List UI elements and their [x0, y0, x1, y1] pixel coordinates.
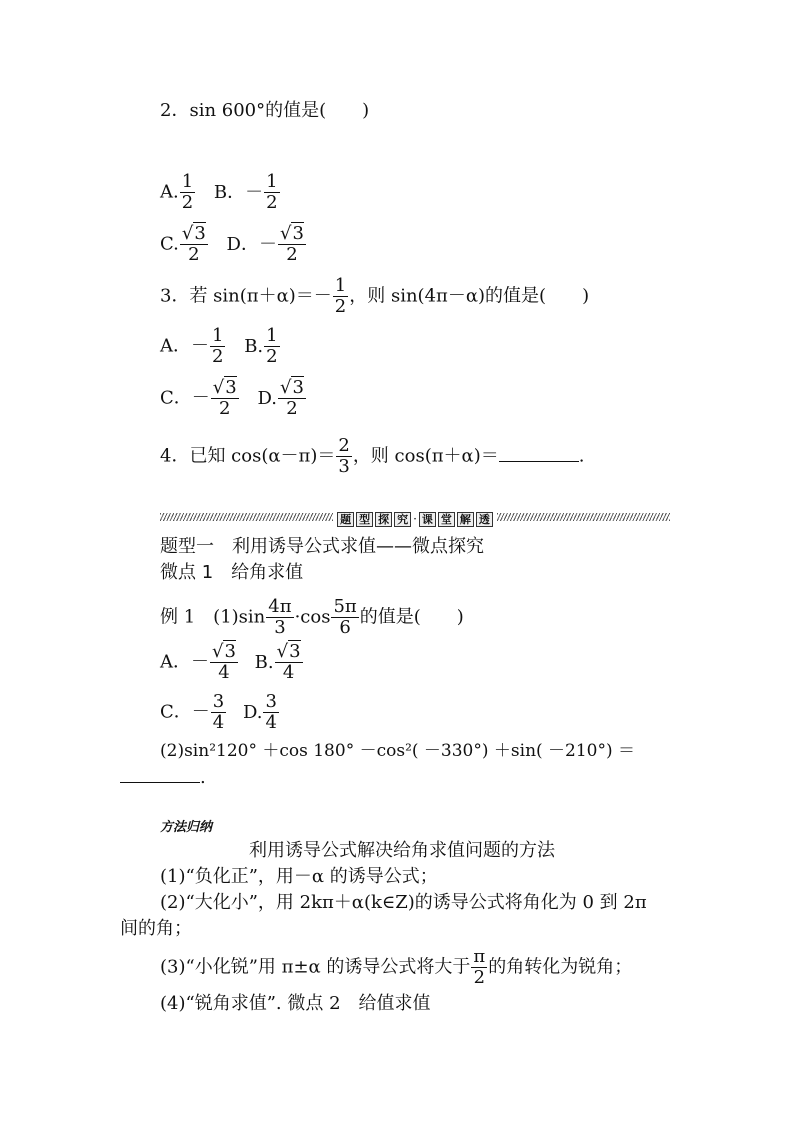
method-step-1: (1)“负化正”，用－α 的诱导公式；	[160, 866, 438, 887]
example1-options-ab	[160, 642, 304, 683]
section-subtitle: 微点 1 给角求值	[160, 562, 304, 583]
example1-part2-answer-line	[120, 766, 206, 789]
q2-option-c-fraction	[180, 224, 208, 265]
numerator: 3	[265, 691, 277, 712]
denominator: 2	[286, 398, 298, 419]
example1-part1	[160, 597, 464, 638]
denominator: 3	[338, 456, 350, 477]
q2-option-d-fraction	[278, 224, 306, 265]
q2-option-c-label: C.	[160, 233, 179, 255]
numerator: √3	[212, 641, 236, 662]
radicand: 3	[224, 641, 236, 662]
q3-stem-part1: 3．若 sin(π＋α)＝－	[160, 285, 332, 307]
banner-char: 透	[476, 512, 493, 527]
numerator: 1	[181, 171, 194, 192]
answer-blank	[120, 766, 200, 783]
banner-char: 堂	[438, 512, 455, 527]
numerator: √3	[279, 377, 304, 398]
q2-options-ab	[160, 172, 281, 213]
example1-option-d-fraction	[263, 692, 278, 733]
denominator: 4	[218, 662, 230, 683]
banner-char: 究	[394, 512, 411, 527]
q3-option-a-label: A．－	[160, 335, 209, 357]
radicand: 3	[292, 377, 304, 398]
numerator: √3	[276, 641, 301, 662]
radicand: 3	[292, 223, 304, 244]
q4-stem-fraction	[336, 436, 351, 477]
q4-stem-end: .	[578, 445, 585, 467]
q3-option-c-fraction	[211, 378, 239, 419]
q2-option-b-label: B．－	[213, 181, 264, 203]
q3-option-d-label: D.	[257, 387, 277, 409]
q3-option-a-fraction	[210, 326, 225, 367]
denominator: 4	[282, 662, 295, 683]
numerator: 5π	[333, 596, 357, 617]
section-title: 题型一 利用诱导公式求值——微点探究	[160, 536, 484, 557]
q2-option-d-label: D．－	[226, 233, 277, 255]
denominator: 2	[266, 192, 278, 213]
denominator: 2	[181, 192, 194, 213]
numerator: 1	[334, 275, 347, 296]
q2-stem: 2．sin 600°的值是( )	[160, 100, 370, 121]
denominator: 6	[339, 617, 351, 638]
method-label: 方法归纳	[160, 820, 213, 835]
q4-stem-part1: 4．已知 cos(α－π)＝	[160, 445, 336, 467]
denominator: 2	[286, 244, 298, 265]
banner-hatch-left	[160, 513, 333, 521]
q3-stem-fraction	[333, 276, 348, 317]
example1-option-a-fraction	[210, 642, 238, 683]
q2-options-cd	[160, 224, 307, 265]
example1-option-b-label: B.	[254, 651, 274, 673]
numerator: 1	[266, 325, 278, 346]
denominator: 2	[188, 244, 200, 265]
example1-text-b: 的值是( )	[359, 606, 464, 628]
radicand: 3	[289, 641, 301, 662]
radicand: 3	[225, 377, 237, 398]
numerator: 4π	[268, 596, 292, 617]
method-step-3-part2: 的角转化为锐角；	[488, 956, 633, 978]
denominator: 2	[334, 296, 347, 317]
numerator: 2	[338, 435, 350, 456]
example1-fraction-1	[266, 597, 293, 638]
q4-stem-part2: ，则 cos(π＋α)＝	[352, 445, 499, 467]
denominator: 2	[266, 346, 278, 367]
method-step-3-fraction	[471, 947, 487, 988]
method-step-2: (2)“大化小”，用 2kπ＋α(k∈Z)的诱导公式将角化为 0 到 2π	[160, 892, 647, 913]
example1-text-mid: ·cos	[294, 606, 331, 628]
numerator: 1	[212, 325, 224, 346]
numerator: π	[473, 946, 486, 967]
q3-options-ab	[160, 326, 281, 367]
q3-stem	[160, 276, 589, 317]
example1-option-c-label: C．－	[160, 701, 210, 723]
banner-char: 型	[356, 512, 373, 527]
example1-option-a-label: A．－	[160, 651, 209, 673]
q3-stem-part2: ，则 sin(4π－α)的值是( )	[349, 285, 590, 307]
example1-fraction-2	[331, 597, 358, 638]
method-title: 利用诱导公式解决给角求值问题的方法	[249, 840, 555, 861]
banner-char: 课	[419, 512, 436, 527]
example1-options-cd	[160, 692, 280, 733]
example1-option-c-fraction	[211, 692, 226, 733]
numerator: √3	[181, 223, 206, 244]
numerator: √3	[212, 377, 237, 398]
q4-stem	[160, 436, 584, 477]
example1-option-d-label: D.	[242, 701, 263, 723]
banner-char: 解	[457, 512, 474, 527]
method-step-3	[160, 947, 632, 988]
denominator: 4	[212, 712, 225, 733]
banner-dot: ·	[413, 511, 417, 526]
method-step-4: (4)“锐角求值”. 微点 2 给值求值	[160, 993, 431, 1014]
example1-option-b-fraction	[275, 642, 303, 683]
example1-text-a: 例 1 (1)sin	[160, 606, 266, 628]
numerator: √3	[279, 223, 304, 244]
q3-option-b-fraction	[264, 326, 279, 367]
q2-option-b-fraction	[264, 172, 279, 213]
q3-options-cd	[160, 378, 307, 419]
q3-option-d-fraction	[278, 378, 306, 419]
radicand: 3	[194, 223, 206, 244]
denominator: 2	[219, 398, 231, 419]
denominator: 3	[274, 617, 286, 638]
example1-part2: (2)sin²120° ＋cos 180° －cos²( －330°) ＋sin( －210°) ＝	[160, 741, 636, 761]
q2-option-a-fraction	[180, 172, 195, 213]
banner-hatch-right	[497, 513, 670, 521]
section-banner	[160, 509, 670, 525]
banner-label	[336, 507, 494, 528]
q2-option-a-label: A.	[160, 181, 179, 203]
answer-blank	[499, 445, 579, 462]
example1-part2-end: .	[200, 767, 206, 788]
denominator: 4	[265, 712, 277, 733]
numerator: 3	[212, 691, 225, 712]
method-step-3-part1: (3)“小化锐”用 π±α 的诱导公式将大于	[160, 956, 471, 978]
method-step-2-continued: 间的角；	[120, 918, 192, 939]
numerator: 1	[266, 171, 278, 192]
banner-char: 探	[375, 512, 392, 527]
q3-option-b-label: B.	[244, 335, 264, 357]
denominator: 2	[212, 346, 224, 367]
banner-char: 题	[337, 512, 354, 527]
q3-option-c-label: C．－	[160, 387, 210, 409]
denominator: 2	[473, 967, 486, 988]
